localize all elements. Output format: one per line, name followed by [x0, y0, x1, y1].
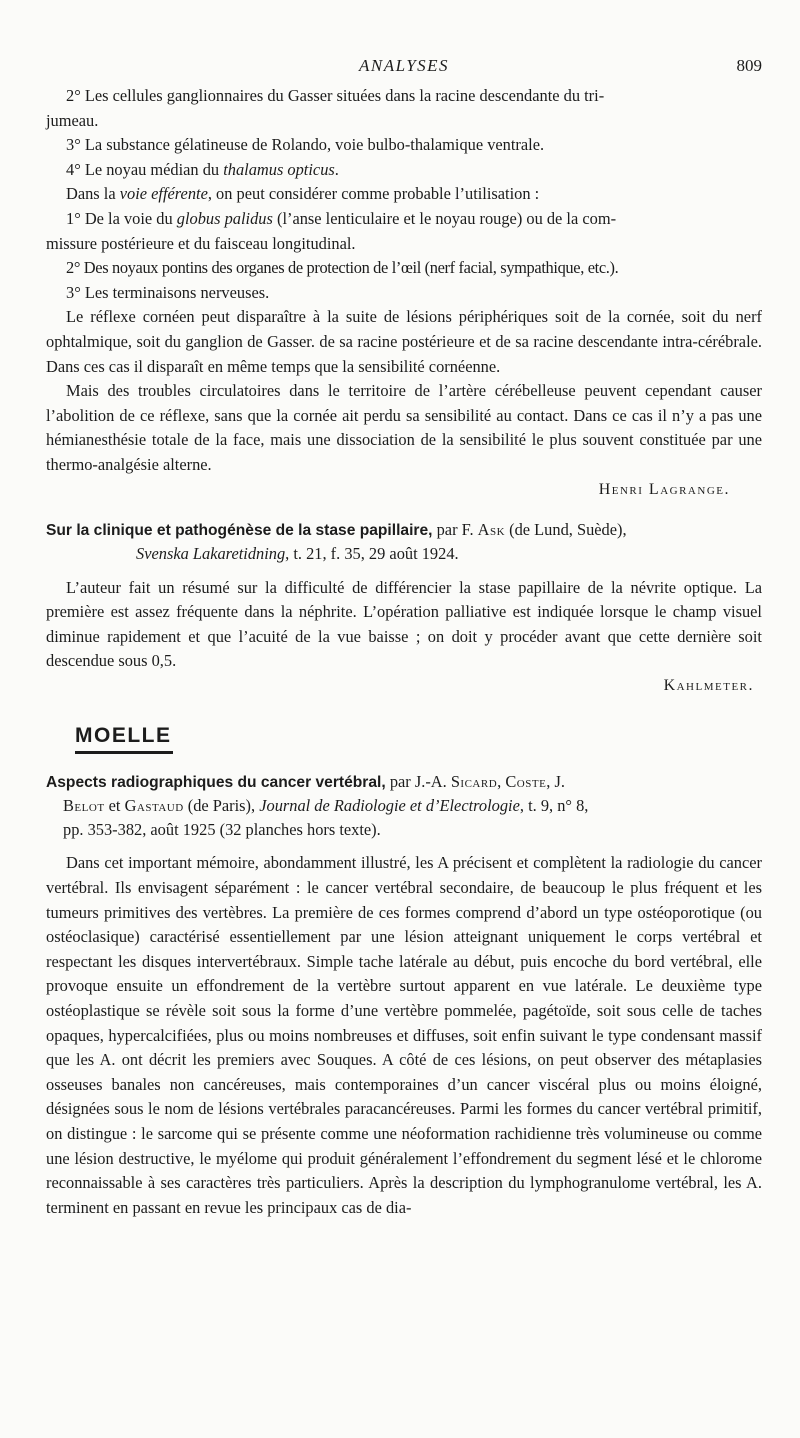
journal-name: Svenska Lakaretidning: [136, 544, 286, 563]
article-header: Aspects radiographiques du cancer vertébral, par J.-A. Sicard, Coste, J. Belot et Gastaud (de Paris), Journal de Radiologie et d’Electrologie, t. 9, n° 8, pp. 353-382, août 1925 (32 planches hors texte).: [46, 771, 589, 839]
paragraph: Le réflexe cornéen peut disparaître à la suite de lésions périphériques soit de la cornée, soit du nerf ophtalmique, soit du ganglion de Gasser. de sa racine postérieure et de sa racine descendante intra-cérébrale. Dans ces cas il disparaît en même temps que la sensibilité cornéenne.: [46, 307, 762, 376]
list-line: 2° Les cellules ganglionnaires du Gasser situées dans la racine descendante du tri-: [66, 86, 605, 105]
article-header: Sur la clinique et pathogénèse de la stase papillaire, par F. Ask (de Lund, Suède), Svenska Lakaretidning, t. 21, f. 35, 29 août 1924.: [46, 519, 627, 563]
list-line: 3° La substance gélatineuse de Rolando, voie bulbo-thalamique ventrale.: [66, 135, 545, 155]
list-line: Dans la voie efférente, on peut considérer comme probable l’utilisation :: [66, 184, 540, 204]
paragraph: Dans cet important mémoire, abondamment illustré, les A précisent et complètent la radiologie du cancer vertébral. Ils envisagent séparément : le cancer vertébral secondaire, de beaucoup le plus fréquent et les tumeurs primitives des vertèbres. La première de ces formes comprend d’abord un type ostéoporotique (ou ostéoclasique) caractérisé essentiellement par une lésion atteignant uniquement le corps vertébral et respectant les disques intervertébraux. Simple tache latérale au début, puis encoche du bord vertébral, elle provoque ensuite un effondrement de la vertèbre surtout apparent en vue latérale. Le deuxième type ostéoplastique se révèle soit sous la forme d’une vertèbre pommelée, pagétoïde, soit sous celle de taches opaques, hypercalcifiées, plus ou moins nombreuses et diffuses, soit enfin suivant le type condensant massif que les A. ont décrit les premiers avec Souques. A côté de ces lésions, on peut observer des métaplasies osseuses banales non cancéreuses, mais contemporaines d’un cancer viscéral plus ou moins éloigné, désignées sous le nom de lésions vertébrales paracancéreuses. Parmi les formes du cancer vertébral primitif, on distingue : le sarcome qui se présente comme une néoformation rachidienne très volumineuse ou comme une lésion destructive, le myélome qui produit généralement l’effondrement du segment lésé et le chlorome reconnaissable à ses caractères très particuliers. Après la description du lymphogranulome vertébral, les A. terminent en passant en revue les principaux cas de dia-: [46, 853, 762, 1217]
running-title: ANALYSES: [358, 56, 450, 75]
list-line: 3° Les terminaisons nerveuses.: [66, 282, 270, 302]
paragraph: Mais des troubles circulatoires dans le territoire de l’artère cérébelleuse peuvent cependant causer l’abolition de ce réflexe, sans que la cornée ait perdu sa sensibilité au contact. Dans ce cas il n’y a pas une hémianesthésie totale de la face, mais une dissociation de la sensibilité le plus souvent constituée par une thermo-analgésie alterne.: [46, 381, 762, 474]
page-number: 809: [736, 56, 762, 75]
list-line: jumeau.: [46, 110, 99, 130]
section-moelle: [46, 724, 762, 754]
analysis-continued: [46, 84, 762, 502]
author-signature: Kahlmeter.: [663, 676, 754, 694]
page: [46, 56, 762, 1220]
list-line: 4° Le noyau médian du thalamus opticus.: [66, 159, 339, 179]
list-line: 1° De la voie du globus palidus (l’anse lenticulaire et le noyau rouge) ou de la com-: [66, 208, 617, 228]
article-title: Aspects radiographiques du cancer vertébral,: [46, 773, 386, 791]
page-header: [46, 56, 762, 84]
paragraph: L’auteur fait un résumé sur la difficulté de différencier la stase papillaire de la névrite optique. La première est assez fréquente dans la néphrite. L’opération palliative est indiquée lorsque le champ visuel diminue rapidement et que l’acuité de la vue baisse ; on doit y procéder avant que cette dernière soit descendue sous 0,5.: [46, 577, 762, 671]
article-title: Sur la clinique et pathogénèse de la stase papillaire,: [46, 521, 433, 539]
journal-name: Journal de Radiologie et d’Electrologie: [259, 796, 520, 816]
article-stase-papillaire: [46, 518, 762, 698]
list-line: missure postérieure et du faisceau longitudinal.: [46, 233, 356, 253]
article-cancer-vertebral: [46, 770, 762, 1220]
author-signature: Henri Lagrange.: [598, 480, 730, 498]
list-line: 2° Des noyaux pontins des organes de protection de l’œil (nerf facial, sympathique, etc.).: [66, 258, 619, 278]
section-heading: MOELLE: [75, 723, 172, 747]
